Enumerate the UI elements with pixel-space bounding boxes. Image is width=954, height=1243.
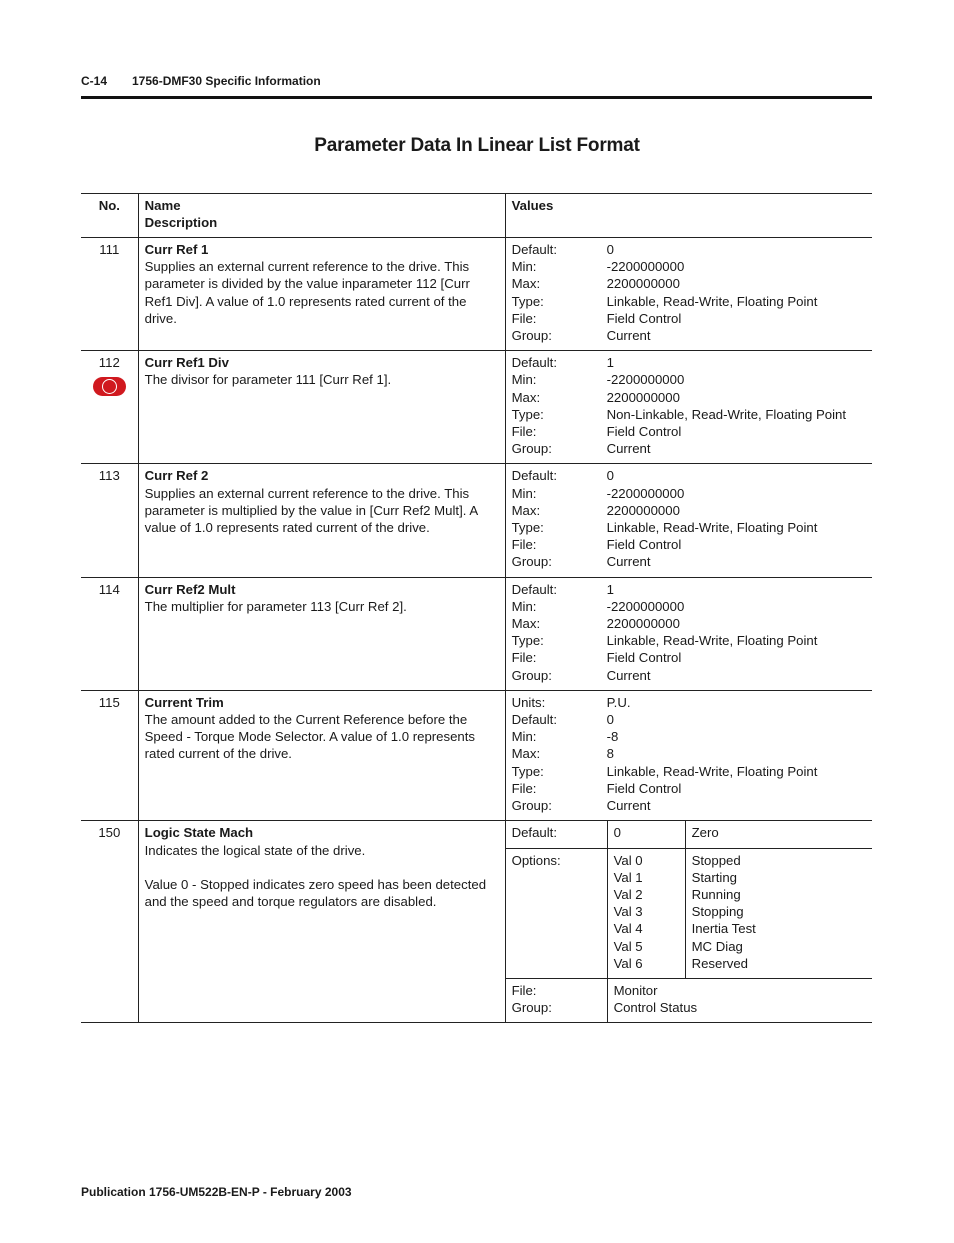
value-label: Min: [511,485,537,501]
file-group-values [607,979,872,1022]
value-entry: Linkable, Read-Write, Floating Point [606,293,818,309]
value-entry: 2200000000 [606,276,680,292]
value-label: Max: [511,502,541,518]
value-label: Max: [511,389,541,405]
table-row [81,238,872,351]
column-header-no: No. [81,194,138,238]
param-values-cell [505,690,872,820]
value-entry: -2200000000 [606,372,685,388]
value-entry: Field Control [606,537,682,553]
values-grid [512,467,872,570]
param-values-cell [505,464,872,577]
value-entries [607,467,872,570]
value-label: Type: [511,406,544,422]
default-value: 0 [607,821,685,847]
value-entry: Linkable, Read-Write, Floating Point [606,633,818,649]
param-name: Curr Ref2 Mult [144,581,236,597]
value-entry: -8 [606,729,619,745]
group-label: Group: [511,1000,552,1016]
param-number-text: 113 [98,468,120,484]
value-entry: Current [606,667,651,683]
default-label: Default: [511,825,558,841]
param-name: Curr Ref 2 [144,468,209,484]
value-label: Type: [511,633,544,649]
table-header-row [81,194,872,238]
value-entries [607,581,872,684]
value-label: File: [511,780,537,796]
value-entry: 1 [606,581,614,597]
file-value: Monitor [613,982,658,998]
param-name-cell [138,821,505,1023]
options-label: Options: [511,852,561,868]
param-number-text: 111 [99,242,120,257]
value-label: Group: [511,667,552,683]
param-number [81,690,138,820]
option-text: Starting [691,869,738,885]
value-label: Max: [511,746,541,762]
value-entry: -2200000000 [606,485,685,501]
value-entry: 0 [606,468,614,484]
param-name-cell [138,351,505,464]
value-entry: Current [606,328,651,344]
param-name: Curr Ref 1 [144,242,209,257]
param-description-note: Value 0 - Stopped indicates zero speed has been detected and the speed and torque regulators are disabled. [144,876,487,909]
file-group-row [506,979,872,1022]
value-entry: Field Control [606,650,682,666]
table-row [81,690,872,820]
option-text: MC Diag [691,938,743,954]
value-label: Default: [511,355,558,371]
parameter-rows [81,238,872,1023]
option-text: Inertia Test [691,921,756,937]
param-name: Curr Ref1 Div [144,355,229,371]
table-row [81,351,872,464]
file-group-labels [512,982,607,1016]
param-name: Current Trim [144,694,224,710]
param-number-text: 114 [98,581,120,597]
value-entry: Field Control [606,780,682,796]
value-label: File: [511,424,537,440]
column-header-name-label: Name [144,198,181,213]
value-labels [512,694,607,814]
values-grid [512,241,872,344]
group-value: Control Status [613,1000,698,1016]
param-description: Supplies an external current reference to the drive. This parameter is multiplied by the value in [Curr Ref2 Mult]. A value of 1.0 represents rated current of the drive. [144,485,478,536]
param-name-cell [138,577,505,690]
value-entry: P.U. [606,694,631,710]
values-grid [512,581,872,684]
option-text: Stopped [691,852,741,868]
value-label: Default: [511,581,558,597]
value-entry: Current [606,441,651,457]
param-number-text: 115 [98,694,120,710]
value-entry: -2200000000 [606,598,685,614]
value-label: Min: [511,372,537,388]
default-text: Zero [685,821,872,847]
parameter-table [81,193,872,1023]
value-entry: 2200000000 [606,389,680,405]
param-number [81,464,138,577]
value-entry: 8 [606,746,614,762]
value-label: Type: [511,763,544,779]
value-entry: 1 [606,355,614,371]
value-label: Type: [511,520,544,536]
page-title: Parameter Data In Linear List Format [314,135,640,156]
value-label: Group: [511,328,552,344]
param-description: The divisor for parameter 111 [Curr Ref 1]. [144,372,392,388]
param-name-cell [138,690,505,820]
table-row [81,464,872,577]
value-label: Units: [511,694,546,710]
page-footer: Publication 1756-UM522B-EN-P - February 2003 [81,1185,352,1199]
param-values-cell [505,238,872,351]
value-entry: 0 [606,712,614,728]
value-labels [512,467,607,570]
value-label: Default: [511,468,558,484]
option-value: Val 2 [613,886,643,902]
value-entry: -2200000000 [606,259,685,275]
value-entry: 2200000000 [606,502,680,518]
column-header-description-label: Description [144,215,218,231]
param-number-text: 112 [98,355,120,371]
param-values-cell [505,351,872,464]
value-label: Max: [511,276,541,292]
value-entries [607,354,872,457]
option-texts [685,849,872,978]
value-label: Min: [511,729,537,745]
value-label: File: [511,537,537,553]
value-label: Min: [511,259,537,275]
param-number [81,351,138,464]
param-name: Logic State Mach [144,825,254,841]
value-entry: Field Control [606,310,682,326]
value-label: File: [511,650,537,666]
option-values [607,849,685,978]
table-row-logic [81,821,872,1023]
value-labels [512,241,607,344]
column-header-values: Values [505,194,872,238]
value-label: File: [511,310,537,326]
page-number: C-14 [81,74,108,88]
stop-symbol-icon [93,377,126,396]
value-label: Group: [511,798,552,814]
value-label: Min: [511,598,537,614]
value-entry: Linkable, Read-Write, Floating Point [606,763,818,779]
param-number [81,238,138,351]
option-text: Running [691,886,741,902]
header-rule [81,96,872,99]
value-label: Type: [511,293,544,309]
option-value: Val 1 [613,869,643,885]
value-label: Default: [511,242,558,257]
param-name-cell [138,464,505,577]
values-grid [512,354,872,457]
value-entry: Current [606,554,651,570]
param-description: Supplies an external current reference to the drive. This parameter is divided by the value inparameter 112 [Curr Ref1 Div]. A value of 1.0 represents rated current of the drive. [144,259,470,326]
option-value: Val 4 [613,921,643,937]
param-number [81,577,138,690]
value-label: Group: [511,554,552,570]
value-entry: Field Control [606,424,682,440]
default-row [506,821,872,848]
option-value: Val 3 [613,904,643,920]
param-number: 150 [81,821,138,1023]
options-row [506,849,872,979]
value-entry: 2200000000 [606,616,680,632]
column-header-name [138,194,505,238]
chapter-title: 1756-DMF30 Specific Information [132,74,321,88]
option-value: Val 6 [613,955,643,971]
value-label: Group: [511,441,552,457]
option-text: Reserved [691,955,749,971]
param-values-cell [505,577,872,690]
value-entries [607,694,872,814]
param-description: The multiplier for parameter 113 [Curr Ref 2]. [144,598,407,614]
table-row [81,577,872,690]
value-entry: Non-Linkable, Read-Write, Floating Point [606,406,847,422]
file-label: File: [511,982,537,998]
option-value: Val 0 [613,852,643,868]
value-entry: Linkable, Read-Write, Floating Point [606,520,818,536]
value-label: Max: [511,616,541,632]
option-value: Val 5 [613,938,643,954]
param-name-cell [138,238,505,351]
value-labels [512,581,607,684]
param-description: Indicates the logical state of the drive. [144,842,366,858]
value-entry: Current [606,798,651,814]
option-text: Stopping [691,904,744,920]
value-entries [607,241,872,344]
param-values-cell [505,821,872,1023]
value-entry: 0 [606,242,614,257]
value-label: Default: [511,712,558,728]
values-grid [512,694,872,814]
value-labels [512,354,607,457]
page-header [81,74,872,96]
param-description: The amount added to the Current Reference before the Speed - Torque Mode Selector. A value of 1.0 represents rated current of the drive. [144,712,476,762]
